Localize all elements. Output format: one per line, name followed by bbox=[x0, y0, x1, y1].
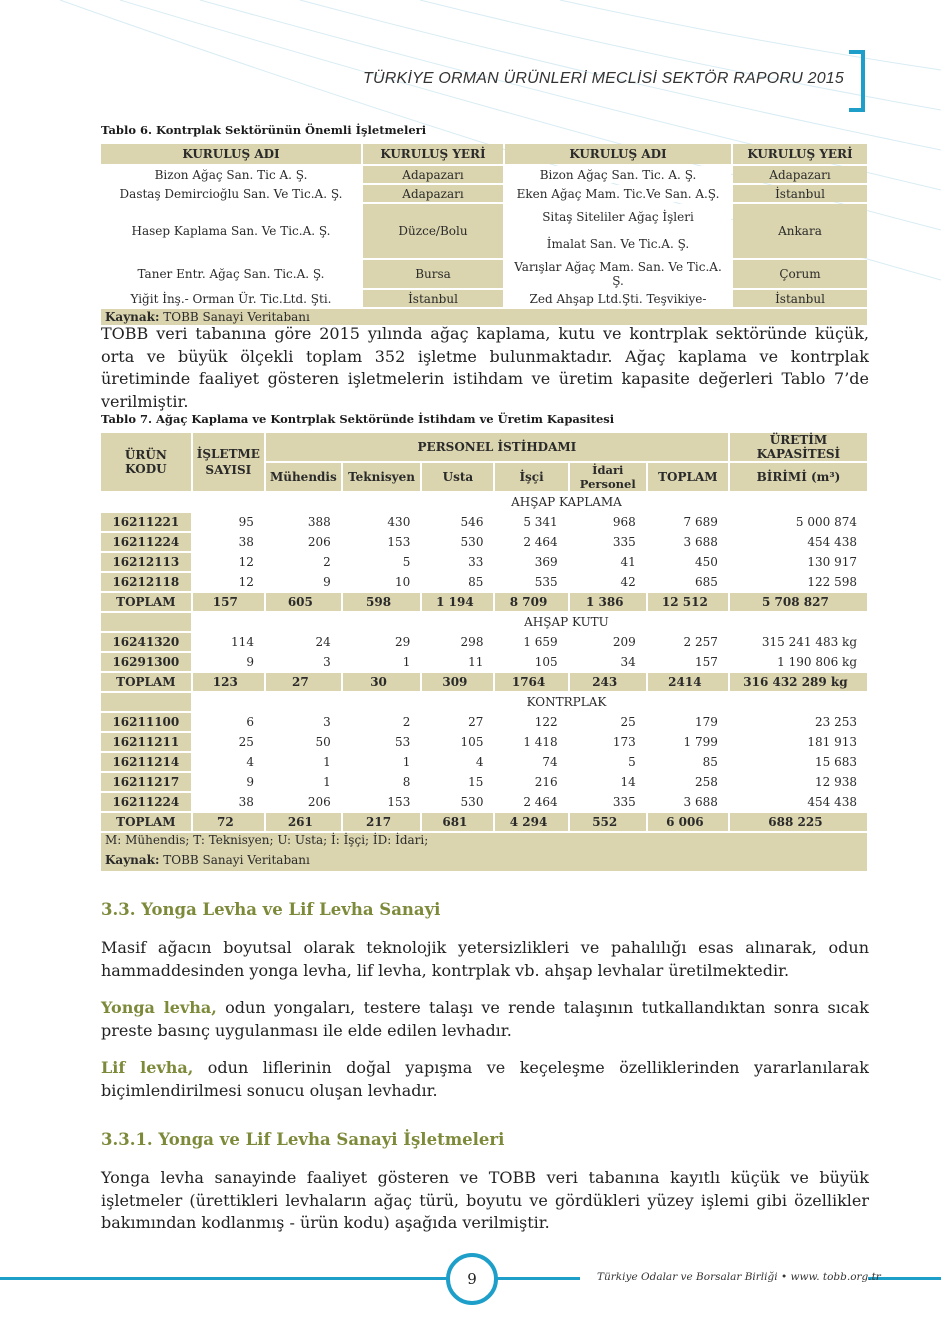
t7-value-cell: 335 bbox=[612, 795, 636, 809]
t7-header-code: ÜRÜN KODU bbox=[101, 433, 191, 491]
t7-value-cell: 130 917 bbox=[807, 555, 857, 569]
t6-cell: Zed Ahşap Ltd.Şti. Teşvikiye- bbox=[505, 290, 731, 307]
t7-value-cell: 14 bbox=[620, 775, 636, 789]
t7-header-sub: Teknisyen bbox=[343, 463, 421, 491]
t6-cell-multiline bbox=[505, 204, 731, 258]
t7-total-value: 27 bbox=[266, 673, 341, 691]
t7-value-cell: 50 bbox=[315, 735, 331, 749]
t7-total-label: TOPLAM bbox=[101, 593, 191, 611]
t7-value-cell: 74 bbox=[542, 755, 558, 769]
t7-body bbox=[101, 493, 867, 831]
table6 bbox=[99, 142, 869, 327]
t7-code-cell: 16241320 bbox=[101, 633, 191, 651]
paragraph-yonga-text: odun yongaları, testere talaşı ve rende talaşının tutkallandıktan sonra sıcak preste basınç uygulanması ile elde edilen levhadır. bbox=[101, 998, 870, 1040]
t7-code-cell: 16212113 bbox=[101, 553, 191, 571]
t6-cell: Düzce/Bolu bbox=[363, 204, 503, 258]
section-heading-3-3: 3.3. Yonga Levha ve Lif Levha Sanayi bbox=[101, 900, 441, 919]
t7-total-value: 598 bbox=[343, 593, 421, 611]
t7-total-value: 681 bbox=[422, 813, 493, 831]
t7-value-cell: 10 bbox=[395, 575, 411, 589]
t7-value-cell: 2 464 bbox=[523, 795, 558, 809]
t7-header-sub: İşçi bbox=[495, 463, 567, 491]
t7-value-cell: 1 190 806 kg bbox=[777, 655, 857, 669]
t6-cell: Bursa bbox=[363, 260, 503, 288]
t7-value-cell: 1 418 bbox=[523, 735, 558, 749]
table7-caption: Tablo 7. Ağaç Kaplama ve Kontrplak Sektöründe İstihdam ve Üretim Kapasitesi bbox=[101, 412, 615, 426]
t7-value-cell: 206 bbox=[307, 535, 331, 549]
t7-total-row bbox=[101, 813, 867, 831]
t7-value-cell: 114 bbox=[231, 635, 254, 649]
t7-value-cell: 2 bbox=[402, 715, 411, 729]
t7-header-sub: Mühendis bbox=[266, 463, 341, 491]
t7-section-title: KONTRPLAK bbox=[266, 693, 867, 711]
t7-total-value: 2414 bbox=[648, 673, 728, 691]
paragraph-lif bbox=[101, 1057, 869, 1102]
t7-code-cell: 16211217 bbox=[101, 773, 191, 791]
t7-value-cell: 23 253 bbox=[815, 715, 857, 729]
t7-code-cell: 16291300 bbox=[101, 653, 191, 671]
t7-value-cell: 157 bbox=[694, 655, 718, 669]
t7-value-cell: 430 bbox=[387, 515, 411, 529]
t7-value-cell: 1 bbox=[402, 655, 411, 669]
t7-section-title: AHŞAP KAPLAMA bbox=[266, 493, 867, 511]
t7-value-cell: 454 438 bbox=[807, 795, 857, 809]
t7-value-cell: 3 688 bbox=[683, 795, 718, 809]
t7-header-sub: TOPLAM bbox=[648, 463, 728, 491]
t7-value-cell: 5 341 bbox=[523, 515, 558, 529]
t7-row bbox=[101, 793, 867, 811]
t6-header-name-2: KURULUŞ ADI bbox=[505, 144, 731, 164]
t7-code-cell: 16211224 bbox=[101, 793, 191, 811]
t7-value-cell: 105 bbox=[460, 735, 484, 749]
t6-source-label: Kaynak: bbox=[105, 310, 160, 324]
t7-value-cell: 153 bbox=[387, 795, 411, 809]
t7-value-cell: 38 bbox=[238, 795, 254, 809]
paragraph-masif: Masif ağacın boyutsal olarak teknolojik yetersizlikleri ve pahalılığı esas alınarak, odun hammaddesinden yonga levha, lif levha, kontrplak vb. ahşap levhalar üretilmektedir. bbox=[101, 938, 869, 980]
t7-total-value: 217 bbox=[343, 813, 421, 831]
t7-total-value: 605 bbox=[266, 593, 341, 611]
t7-value-cell: 9 bbox=[246, 655, 254, 669]
t7-value-cell: 7 689 bbox=[683, 515, 718, 529]
t7-header-personnel: PERSONEL İSTİHDAMI bbox=[266, 433, 728, 461]
t7-total-value: 6 006 bbox=[648, 813, 728, 831]
t7-value-cell: 8 bbox=[402, 775, 411, 789]
t6-cell-line: İmalat San. Ve Tic.A. Ş. bbox=[546, 237, 690, 251]
t7-value-cell: 206 bbox=[307, 795, 331, 809]
t7-blank bbox=[193, 693, 264, 711]
t6-cell: Adapazarı bbox=[363, 166, 503, 183]
paragraph-yonga bbox=[101, 997, 869, 1042]
t6-cell: Hasep Kaplama San. Ve Tic.A. Ş. bbox=[101, 204, 361, 258]
t7-value-cell: 369 bbox=[534, 555, 558, 569]
t7-value-cell: 4 bbox=[475, 755, 484, 769]
t7-value-cell: 535 bbox=[534, 575, 558, 589]
t6-cell: Çorum bbox=[733, 260, 867, 288]
t7-total-label: TOPLAM bbox=[101, 813, 191, 831]
t7-value-cell: 24 bbox=[315, 635, 331, 649]
table7 bbox=[99, 431, 869, 873]
t7-value-cell: 53 bbox=[395, 735, 411, 749]
t7-section-title: AHŞAP KUTU bbox=[266, 613, 867, 631]
t7-value-cell: 95 bbox=[238, 515, 254, 529]
t7-value-cell: 209 bbox=[612, 635, 636, 649]
t7-value-cell: 38 bbox=[238, 535, 254, 549]
t7-value-cell: 15 bbox=[468, 775, 484, 789]
t7-blank bbox=[193, 613, 264, 631]
t6-cell: Adapazarı bbox=[363, 185, 503, 202]
t7-value-cell: 685 bbox=[694, 575, 718, 589]
t7-value-cell: 12 bbox=[238, 575, 254, 589]
t6-cell: Ankara bbox=[733, 204, 867, 258]
footer-line-left bbox=[0, 1277, 452, 1280]
t7-total-row bbox=[101, 593, 867, 611]
t7-value-cell: 9 bbox=[246, 775, 254, 789]
t7-total-value: 309 bbox=[422, 673, 493, 691]
t7-value-cell: 3 bbox=[323, 715, 331, 729]
t7-source bbox=[105, 853, 863, 867]
t7-note: M: Mühendis; T: Teknisyen; U: Usta; İ: İşçi; İD: İdari; bbox=[105, 833, 429, 847]
t7-value-cell: 1 bbox=[323, 775, 331, 789]
t7-value-cell: 1 659 bbox=[523, 635, 558, 649]
table6-caption: Tablo 6. Kontrplak Sektörünün Önemli İşletmeleri bbox=[101, 123, 427, 137]
t7-total-value: 1764 bbox=[495, 673, 567, 691]
t7-total-value: 1 386 bbox=[570, 593, 646, 611]
t7-value-cell: 34 bbox=[620, 655, 636, 669]
t7-row bbox=[101, 573, 867, 591]
header-bracket bbox=[849, 50, 865, 112]
t7-total-value: 1 194 bbox=[422, 593, 493, 611]
t7-total-value: 5 708 827 bbox=[730, 593, 867, 611]
t7-total-value: 243 bbox=[570, 673, 646, 691]
t7-value-cell: 9 bbox=[323, 575, 331, 589]
t7-code-cell: 16212118 bbox=[101, 573, 191, 591]
t7-value-cell: 1 bbox=[402, 755, 411, 769]
t7-value-cell: 5 bbox=[628, 755, 636, 769]
t7-total-value: 157 bbox=[193, 593, 264, 611]
t7-value-cell: 25 bbox=[238, 735, 254, 749]
t7-row bbox=[101, 733, 867, 751]
t7-blank bbox=[101, 493, 191, 511]
t7-value-cell: 315 241 483 kg bbox=[761, 635, 857, 649]
t6-source-text: TOBB Sanayi Veritabanı bbox=[163, 310, 310, 324]
t7-value-cell: 6 bbox=[246, 715, 254, 729]
t7-header-capacity: ÜRETİM KAPASİTESİ bbox=[730, 433, 867, 461]
t7-row bbox=[101, 553, 867, 571]
t7-value-cell: 12 938 bbox=[815, 775, 857, 789]
t7-value-cell: 122 bbox=[534, 715, 558, 729]
t7-value-cell: 546 bbox=[460, 515, 484, 529]
t7-code-cell: 16211214 bbox=[101, 753, 191, 771]
t7-value-cell: 298 bbox=[460, 635, 484, 649]
t7-row bbox=[101, 533, 867, 551]
t7-total-value: 8 709 bbox=[495, 593, 567, 611]
t7-total-value: 30 bbox=[343, 673, 421, 691]
t7-total-value: 4 294 bbox=[495, 813, 567, 831]
t7-value-cell: 33 bbox=[468, 555, 484, 569]
t7-total-value: 316 432 289 kg bbox=[730, 673, 867, 691]
t7-total-row bbox=[101, 673, 867, 691]
t7-total-value: 261 bbox=[266, 813, 341, 831]
t6-cell: Adapazarı bbox=[733, 166, 867, 183]
t7-total-label: TOPLAM bbox=[101, 673, 191, 691]
t7-blank bbox=[101, 613, 191, 631]
t7-value-cell: 12 bbox=[238, 555, 254, 569]
t6-cell: Taner Entr. Ağaç San. Tic.A. Ş. bbox=[101, 260, 361, 288]
t7-value-cell: 15 683 bbox=[815, 755, 857, 769]
t6-header-place-2: KURULUŞ YERİ bbox=[733, 144, 867, 164]
t7-total-value: 72 bbox=[193, 813, 264, 831]
t7-value-cell: 4 bbox=[246, 755, 254, 769]
t6-cell: Bizon Ağaç San. Tic. A. Ş. bbox=[505, 166, 731, 183]
t7-value-cell: 258 bbox=[694, 775, 718, 789]
t7-code-cell: 16211221 bbox=[101, 513, 191, 531]
page-number: 9 bbox=[446, 1253, 498, 1305]
paragraph-lif-text: odun liflerinin doğal yapışma ve keçeleşme özelliklerinden yararlanılarak biçimlendirilmesi sonucu oluşan levhadır. bbox=[101, 1058, 869, 1100]
t7-value-cell: 454 438 bbox=[807, 535, 857, 549]
t7-value-cell: 25 bbox=[620, 715, 636, 729]
t7-value-cell: 216 bbox=[534, 775, 558, 789]
t7-row bbox=[101, 753, 867, 771]
t6-header-name-1: KURULUŞ ADI bbox=[101, 144, 361, 164]
t6-header-place-1: KURULUŞ YERİ bbox=[363, 144, 503, 164]
t7-value-cell: 181 913 bbox=[807, 735, 857, 749]
t6-cell: Eken Ağaç Mam. Tic.Ve San. A.Ş. bbox=[505, 185, 731, 202]
t6-cell: Dastaş Demircioğlu San. Ve Tic.A. Ş. bbox=[101, 185, 361, 202]
t7-total-value: 552 bbox=[570, 813, 646, 831]
t7-header-unit: BİRİMİ (m³) bbox=[730, 463, 867, 491]
t7-value-cell: 122 598 bbox=[807, 575, 857, 589]
t7-header-count: İŞLETME SAYISI bbox=[193, 433, 264, 491]
t7-total-value: 688 225 bbox=[730, 813, 867, 831]
t7-value-cell: 530 bbox=[460, 535, 484, 549]
t7-header-sub: Usta bbox=[422, 463, 493, 491]
t7-value-cell: 3 bbox=[323, 655, 331, 669]
t6-cell: Bizon Ağaç San. Tic A. Ş. bbox=[101, 166, 361, 183]
t7-value-cell: 530 bbox=[460, 795, 484, 809]
report-title: TÜRKİYE ORMAN ÜRÜNLERİ MECLİSİ SEKTÖR RAPORU 2015 bbox=[362, 70, 844, 87]
t7-total-value: 12 512 bbox=[648, 593, 728, 611]
paragraph-intro: TOBB veri tabanına göre 2015 yılında ağaç kaplama, kutu ve kontrplak sektöründe küçük, orta ve büyük ölçekli toplam 352 işletme bulunmaktadır. Ağaç kaplama ve kontrplak üretiminde faaliyet gösteren işletmelerin istihdam ve üretim kapasite değerleri Tablo 7’de verilmiştir. bbox=[101, 324, 869, 411]
t7-value-cell: 29 bbox=[395, 635, 411, 649]
t7-note-block bbox=[101, 833, 867, 871]
t7-row bbox=[101, 633, 867, 651]
paragraph-isletmeler: Yonga levha sanayinde faaliyet gösteren ve TOBB veri tabanına kayıtlı küçük ve büyük işletmeler (ürettikleri levhaların ağaç türü, boyutu ve gördükleri yüzey işlemi gibi özellikler bakımından kodlanmış - ürün kodu) aşağıda verilmiştir. bbox=[101, 1168, 869, 1232]
t7-code-cell: 16211224 bbox=[101, 533, 191, 551]
term-yonga-levha: Yonga levha, bbox=[101, 998, 217, 1017]
t7-value-cell: 153 bbox=[387, 535, 411, 549]
t7-header-sub: İdari Personel bbox=[570, 463, 646, 491]
footer-text: Türkiye Odalar ve Borsalar Birliği • www. tobb.org.tr bbox=[597, 1271, 881, 1283]
t7-value-cell: 179 bbox=[694, 715, 718, 729]
t7-value-cell: 450 bbox=[694, 555, 718, 569]
t7-value-cell: 11 bbox=[468, 655, 484, 669]
t7-source-text: TOBB Sanayi Veritabanı bbox=[163, 853, 310, 867]
t6-cell: İstanbul bbox=[363, 290, 503, 307]
t7-blank bbox=[193, 493, 264, 511]
t6-cell-line: Sitaş Siteliler Ağaç İşleri bbox=[542, 210, 694, 224]
t7-row bbox=[101, 773, 867, 791]
t7-value-cell: 41 bbox=[620, 555, 636, 569]
footer-line-mid bbox=[490, 1277, 580, 1280]
t6-cell: İstanbul bbox=[733, 290, 867, 307]
t7-value-cell: 3 688 bbox=[683, 535, 718, 549]
t7-code-cell: 16211100 bbox=[101, 713, 191, 731]
t7-value-cell: 5 bbox=[402, 555, 411, 569]
t7-value-cell: 5 000 874 bbox=[795, 515, 857, 529]
t7-value-cell: 85 bbox=[468, 575, 484, 589]
t6-cell: Yiğit İnş.- Orman Ür. Tic.Ltd. Şti. bbox=[101, 290, 361, 307]
t7-source-label: Kaynak: bbox=[105, 853, 160, 867]
t7-row bbox=[101, 513, 867, 531]
t7-value-cell: 42 bbox=[620, 575, 636, 589]
t7-value-cell: 1 799 bbox=[683, 735, 718, 749]
t7-blank bbox=[101, 693, 191, 711]
t7-value-cell: 105 bbox=[534, 655, 558, 669]
t7-value-cell: 2 257 bbox=[683, 635, 718, 649]
t7-value-cell: 2 464 bbox=[523, 535, 558, 549]
t7-row bbox=[101, 653, 867, 671]
t6-cell: İstanbul bbox=[733, 185, 867, 202]
t7-code-cell: 16211211 bbox=[101, 733, 191, 751]
t7-total-value: 123 bbox=[193, 673, 264, 691]
t7-value-cell: 388 bbox=[307, 515, 331, 529]
t7-value-cell: 1 bbox=[323, 755, 331, 769]
t7-value-cell: 335 bbox=[612, 535, 636, 549]
t7-value-cell: 27 bbox=[468, 715, 484, 729]
t7-value-cell: 173 bbox=[612, 735, 636, 749]
term-lif-levha: Lif levha, bbox=[101, 1058, 194, 1077]
t6-cell: Varışlar Ağaç Mam. San. Ve Tic.A. Ş. bbox=[505, 260, 731, 288]
t7-value-cell: 968 bbox=[612, 515, 636, 529]
t7-row bbox=[101, 713, 867, 731]
t7-value-cell: 85 bbox=[702, 755, 718, 769]
t7-value-cell: 2 bbox=[323, 555, 331, 569]
section-heading-3-3-1: 3.3.1. Yonga ve Lif Levha Sanayi İşletmeleri bbox=[101, 1130, 505, 1149]
